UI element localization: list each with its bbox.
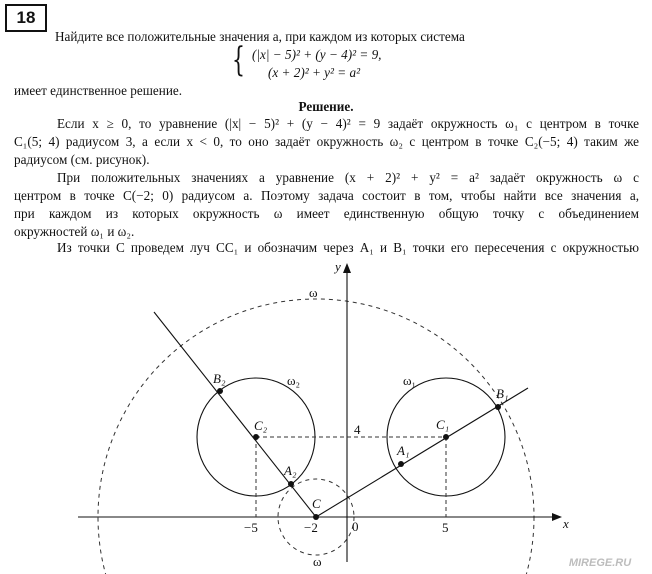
label-omega2: ω₂ [287,373,301,388]
y-axis-arrow [343,263,351,273]
system-brace: { [232,40,245,80]
label-omega-small: ω [313,554,322,569]
point-A2 [288,481,294,487]
label-A1: A₁ [397,443,410,458]
x-axis-arrow [552,513,562,521]
origin-label: 0 [352,519,359,534]
solution-line: при каждом из которых окружность ω имеет единственную общую точку с объединением [14,206,639,221]
label-B1: B₁ [496,386,509,401]
point-B1 [495,404,501,410]
system-equation-1: (|x| − 5)² + (y − 4)² = 9, [252,47,382,62]
point-C1 [443,434,449,440]
axis-x-label: x [563,516,569,531]
label-C1: C₁ [436,417,450,432]
tick-xm5: −5 [244,520,258,535]
axis-y-label: y [335,259,341,274]
point-B2 [217,388,223,394]
tick-xm2: −2 [304,520,318,535]
label-C: C [312,496,321,511]
label-omega-big: ω [309,285,318,300]
solution-line: радиусом (см. рисунок). [14,152,150,167]
problem-statement: Найдите все положительные значения a, при каждом из которых система [55,29,465,44]
point-C2 [253,434,259,440]
label-omega1: ω₁ [403,373,417,388]
system-equation-2: (x + 2)² + y² = a² [268,65,361,80]
solution-line: центром в точке C(−2; 0) радиусом a. Поэтому задача состоит в том, чтобы найти все значения a, [14,188,639,203]
label-C2: C₂ [254,418,268,433]
tick-x5: 5 [442,520,449,535]
solution-heading: Решение. [298,99,354,114]
problem-number: 18 [5,4,47,32]
solution-line: Из точки C проведем луч CC₁ и обозначим через A₁ и B₁ точки его пересечения с окружностью [57,240,639,255]
label-A2: A₂ [284,463,297,478]
solution-line: При положительных значениях a уравнение (x + 2)² + y² = a² задаёт окружность ω с [57,170,639,185]
point-A1 [398,461,404,467]
solution-line: Если x ≥ 0, то уравнение (|x| − 5)² + (y − 4)² = 9 задаёт окружность ω₁ с центром в точке [57,116,639,131]
tick-y4: 4 [354,422,361,437]
solution-line: C₁(5; 4) радиусом 3, а если x < 0, то оно задаёт окружность ω₂ с центром в точке C₂(−5; 4) таким же [14,134,639,149]
label-B2: B₂ [213,371,226,386]
watermark: MIREGE.RU [568,557,632,569]
problem-tail: имеет единственное решение. [14,83,183,98]
solution-line: окружностей ω₁ и ω₂. [14,224,135,239]
